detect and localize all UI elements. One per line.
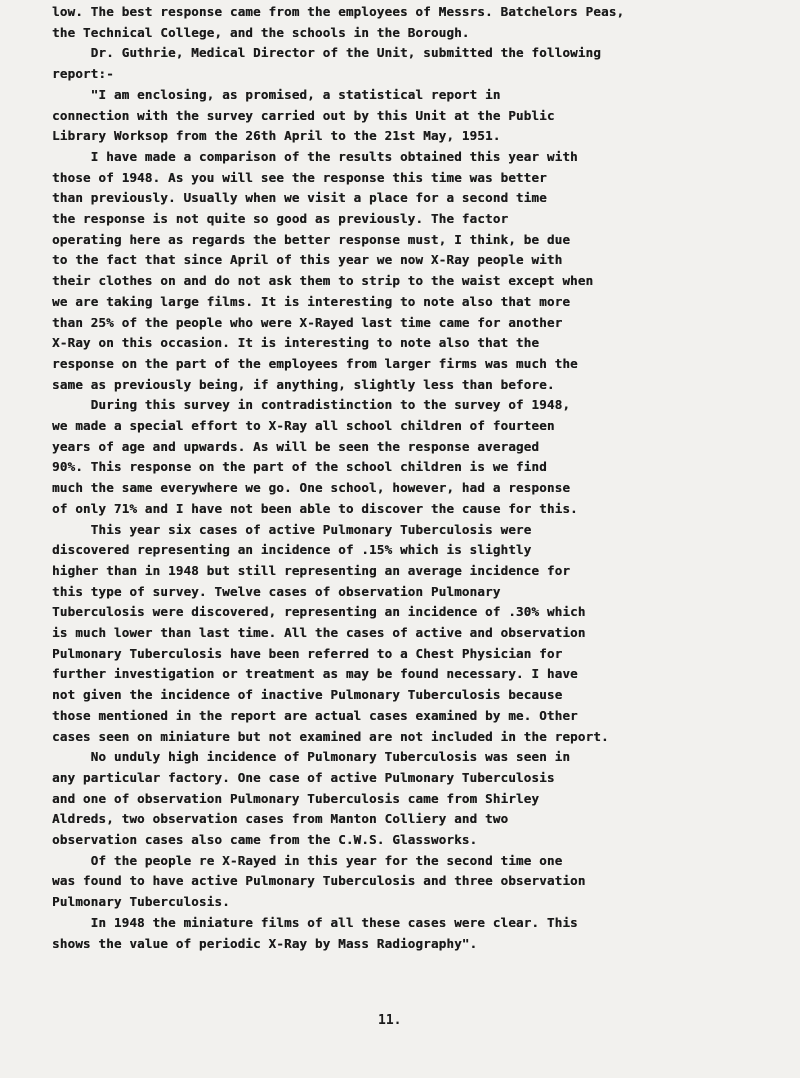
page-number: 11.: [378, 1013, 402, 1028]
text-line: cases seen on miniature but not examined are not included in the report.: [52, 728, 609, 744]
text-line: this type of survey. Twelve cases of observation Pulmonary: [52, 583, 501, 599]
text-line: 90%. This response on the part of the school children is we find: [52, 459, 547, 475]
text-line: low. The best response came from the employees of Messrs. Batchelors Peas,: [52, 4, 625, 19]
text-line: the Technical College, and the schools in the Borough.: [52, 24, 470, 40]
text-line: and one of observation Pulmonary Tuberculosis came from Shirley: [52, 790, 540, 806]
text-line: I have made a comparison of the results obtained this year with: [52, 148, 578, 164]
text-line: shows the value of periodic X-Ray by Mass Radiography".: [52, 935, 478, 951]
text-line: is much lower than last time. All the cases of active and observation: [52, 625, 586, 640]
text-line: connection with the survey carried out by this Unit at the Public: [52, 107, 555, 123]
text-line: we made a special effort to X-Ray all school children of fourteen: [52, 418, 555, 433]
text-line: Pulmonary Tuberculosis have been referred to a Chest Physician for: [52, 645, 563, 661]
text-line: During this survey in contradistinction to the survey of 1948,: [52, 397, 571, 413]
text-line: was found to have active Pulmonary Tuberculosis and three observation: [52, 873, 586, 889]
text-line: In 1948 the miniature films of all these cases were clear. This: [52, 914, 578, 930]
text-line: much the same everywhere we go. One school, however, had a response: [52, 480, 571, 496]
text-line: years of age and upwards. As will be seen the response averaged: [52, 438, 540, 454]
text-line: same as previously being, if anything, slightly less than before.: [52, 376, 555, 392]
text-line: we are taking large films. It is interesting to note also that more: [52, 293, 571, 309]
text-line: Library Worksop from the 26th April to the 21st May, 1951.: [52, 128, 501, 144]
text-line: X-Ray on this occasion. It is interesting to note also that the: [52, 335, 540, 351]
text-line: of only 71% and I have not been able to discover the cause for this.: [52, 500, 578, 516]
text-line: than previously. Usually when we visit a place for a second time: [52, 190, 547, 206]
text-line: Pulmonary Tuberculosis.: [52, 894, 230, 910]
text-line: Aldreds, two observation cases from Manton Colliery and two: [52, 811, 509, 827]
text-line: Dr. Guthrie, Medical Director of the Unit, submitted the following: [52, 45, 601, 61]
text-line: not given the incidence of inactive Pulmonary Tuberculosis because: [52, 687, 563, 703]
text-line: than 25% of the people who were X-Rayed last time came for another: [52, 314, 563, 330]
text-line: higher than in 1948 but still representing an average incidence for: [52, 562, 571, 578]
text-line: report:-: [52, 66, 114, 82]
text-line: those mentioned in the report are actual cases examined by me. Other: [52, 707, 578, 723]
text-line: No unduly high incidence of Pulmonary Tuberculosis was seen in: [52, 749, 571, 765]
text-line: the response is not quite so good as previously. The factor: [52, 211, 509, 226]
text-line: discovered representing an incidence of .15% which is slightly: [52, 542, 532, 558]
text-line: operating here as regards the better response must, I think, be due: [52, 231, 571, 247]
text-line: observation cases also came from the C.W.S. Glassworks.: [52, 832, 478, 847]
text-line: their clothes on and do not ask them to strip to the waist except when: [52, 273, 594, 289]
text-line: Tuberculosis were discovered, representing an incidence of .30% which: [52, 604, 586, 620]
text-line: those of 1948. As you will see the response this time was better: [52, 169, 547, 185]
text-line: Of the people re X-Rayed in this year for the second time one: [52, 852, 563, 868]
text-line: "I am enclosing, as promised, a statistical report in: [52, 86, 501, 102]
text-line: This year six cases of active Pulmonary Tuberculosis were: [52, 521, 532, 537]
text-line: any particular factory. One case of active Pulmonary Tuberculosis: [52, 769, 555, 785]
text-line: response on the part of the employees from larger firms was much the: [52, 355, 578, 371]
text-line: to the fact that since April of this year we now X-Ray people with: [52, 252, 563, 268]
text-line: further investigation or treatment as may be found necessary. I have: [52, 666, 578, 682]
